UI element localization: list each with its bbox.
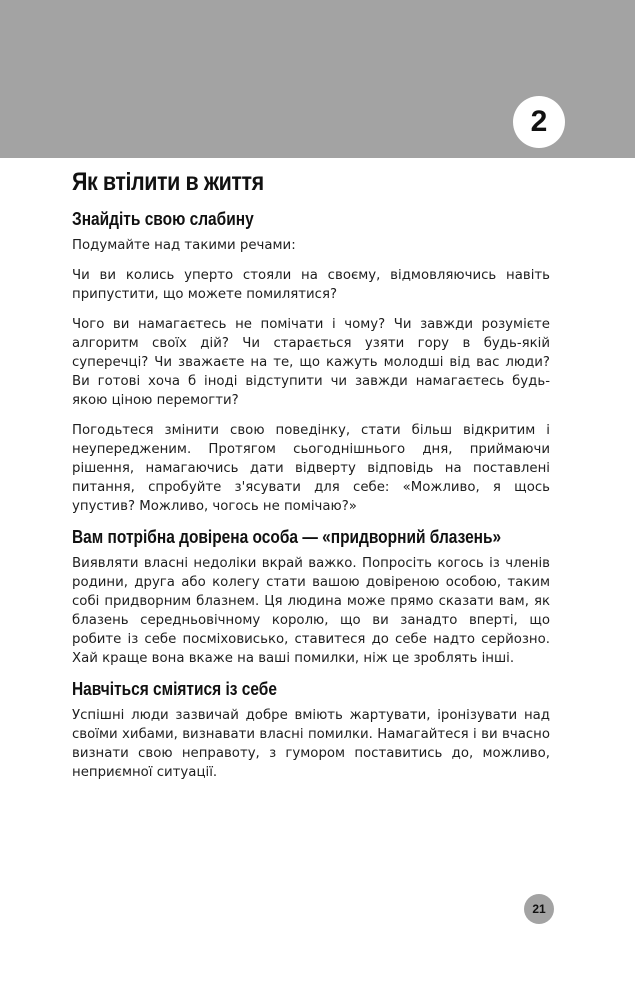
page-number-badge: 21	[524, 894, 554, 924]
chapter-number-badge: 2	[513, 96, 565, 148]
page-title: Як втілити в життя	[72, 168, 264, 196]
paragraph: Чого ви намагаєтесь не помічати і чому? Чи завжди розумієте алгоритм своїх дій? Чи старається узяти гору в будь-якій суперечці? Чи зважаєте на те, що кажуть молодші від вас люди? Ви готові хоча б іноді відступити чи завжди намагаєтесь будь-якою ціною перемогти?	[72, 317, 550, 408]
section-laugh	[72, 679, 550, 782]
paragraph: Погодьтеся змінити свою поведінку, стати більш відкритим і неупередженим. Протягом сьогоднішнього дня, приймаючи рішення, намагаючись дати відверту відповідь на поставлені питання, спробуйте з'ясувати для себе: «Можливо, я щось упустив? Можливо, чогось не помічаю?»	[72, 423, 550, 514]
paragraph: Подумайте над такими речами:	[72, 238, 296, 253]
section-jester	[72, 527, 550, 668]
paragraph: Чи ви колись уперто стояли на своєму, відмовляючись навіть припустити, що можете помилятися?	[72, 268, 550, 302]
page-content	[72, 168, 550, 793]
section-heading: Знайдіть свою слабину	[72, 209, 254, 229]
section-weakness	[72, 209, 550, 516]
section-heading: Вам потрібна довірена особа — «придворний блазень»	[72, 527, 502, 547]
section-heading: Навчіться сміятися із себе	[72, 679, 277, 699]
paragraph: Успішні люди зазвичай добре вміють жартувати, іронізувати над своїми хибами, визнавати власні помилки. Намагайтеся і ви вчасно визнати свою неправоту, з гумором поставитись до, можливо, неприємної ситуації.	[72, 708, 550, 780]
paragraph: Виявляти власні недоліки вкрай важко. Попросіть когось із членів родини, друга або колегу стати вашою довіреною особою, таким собі придворним блазнем. Ця людина може прямо сказати вам, як блазень середньовічному королю, що ви занадто вперті, що робите із себе посміховисько, ставитеся до себе надто серйозно. Хай краще вона вкаже на ваші помилки, ніж це зроблять інші.	[72, 556, 550, 666]
